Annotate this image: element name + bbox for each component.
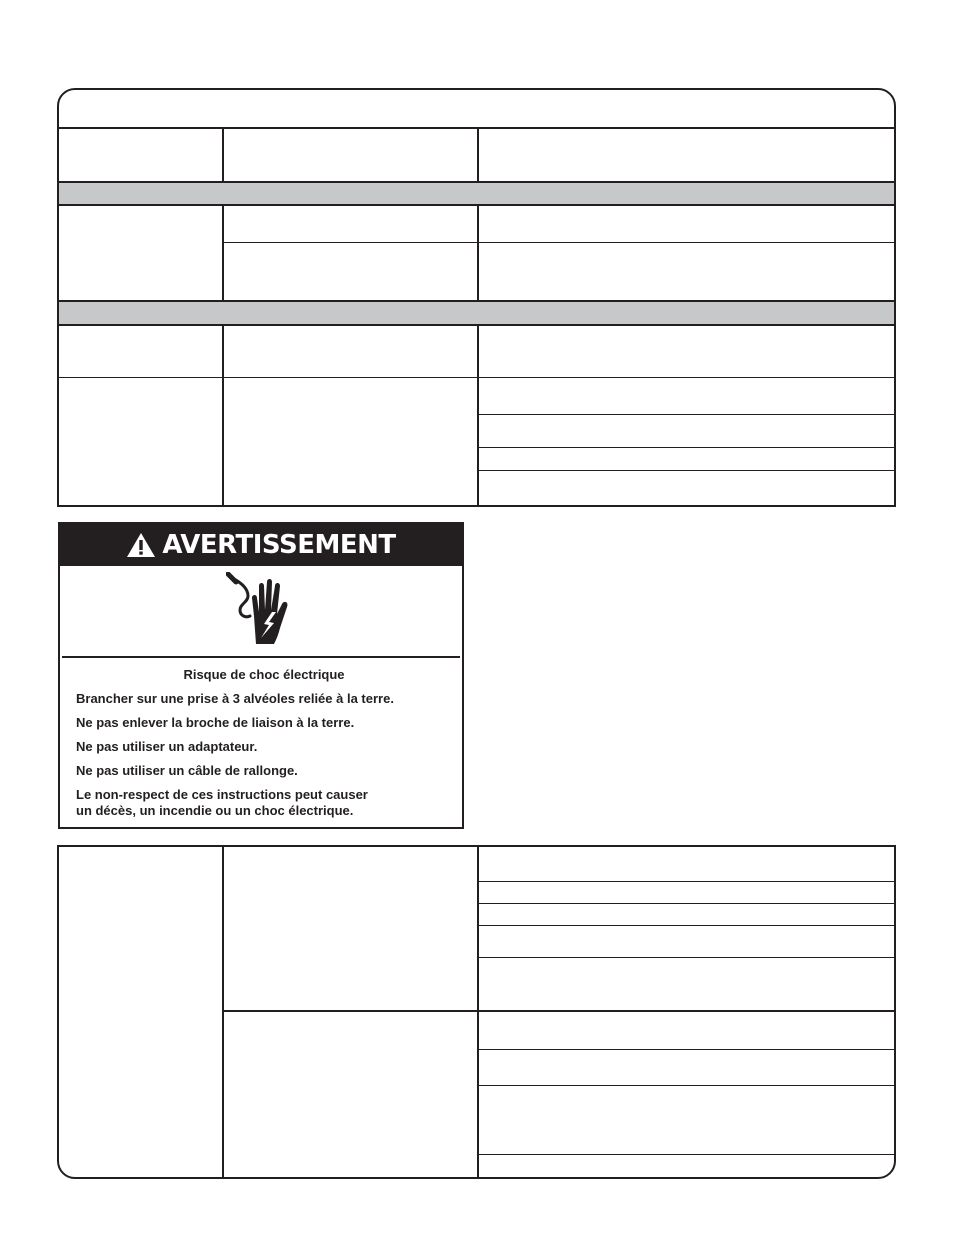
table-rule bbox=[477, 127, 479, 183]
electric-shock-warning bbox=[58, 522, 464, 829]
warning-instruction: Ne pas utiliser un adaptateur. bbox=[76, 739, 258, 754]
table-rule bbox=[477, 957, 894, 958]
electric-shock-hand-icon bbox=[226, 572, 296, 650]
table-rule bbox=[477, 1085, 894, 1086]
table-rule bbox=[477, 847, 479, 1179]
warning-title: AVERTISSEMENT bbox=[162, 530, 396, 560]
table-rule bbox=[222, 1010, 894, 1012]
table-rule bbox=[222, 206, 224, 302]
table-rule bbox=[477, 378, 479, 507]
warning-instruction: Brancher sur une prise à 3 alvéoles reliée à la terre. bbox=[76, 691, 394, 706]
warning-instruction: Ne pas enlever la broche de liaison à la terre. bbox=[76, 715, 355, 730]
table-rule bbox=[477, 326, 479, 377]
warning-message bbox=[76, 667, 452, 819]
table-rule bbox=[477, 470, 894, 471]
table-rule bbox=[222, 326, 224, 377]
section-band bbox=[59, 302, 894, 324]
table-rule bbox=[222, 127, 224, 183]
table-rule bbox=[222, 378, 224, 507]
table-rule bbox=[477, 1154, 894, 1155]
table-rule bbox=[477, 1049, 894, 1050]
warning-pictogram bbox=[62, 566, 460, 658]
table-rule bbox=[477, 925, 894, 926]
troubleshooting-table-bottom bbox=[57, 845, 896, 1179]
warning-consequence: un décès, un incendie ou un choc électrique. bbox=[76, 803, 354, 818]
table-rule bbox=[222, 847, 224, 1179]
table-rule bbox=[222, 242, 894, 243]
troubleshooting-table-top bbox=[57, 88, 896, 507]
table-rule bbox=[477, 447, 894, 448]
table-rule bbox=[477, 881, 894, 882]
warning-triangle-icon bbox=[126, 532, 156, 558]
table-rule bbox=[477, 206, 479, 302]
warning-consequence: Le non-respect de ces instructions peut causer bbox=[76, 787, 368, 802]
table-rule bbox=[477, 903, 894, 904]
warning-heading: Risque de choc électrique bbox=[183, 667, 345, 682]
warning-header bbox=[60, 524, 462, 566]
table-rule bbox=[477, 414, 894, 415]
warning-instruction: Ne pas utiliser un câble de rallonge. bbox=[76, 763, 298, 778]
section-band bbox=[59, 183, 894, 204]
